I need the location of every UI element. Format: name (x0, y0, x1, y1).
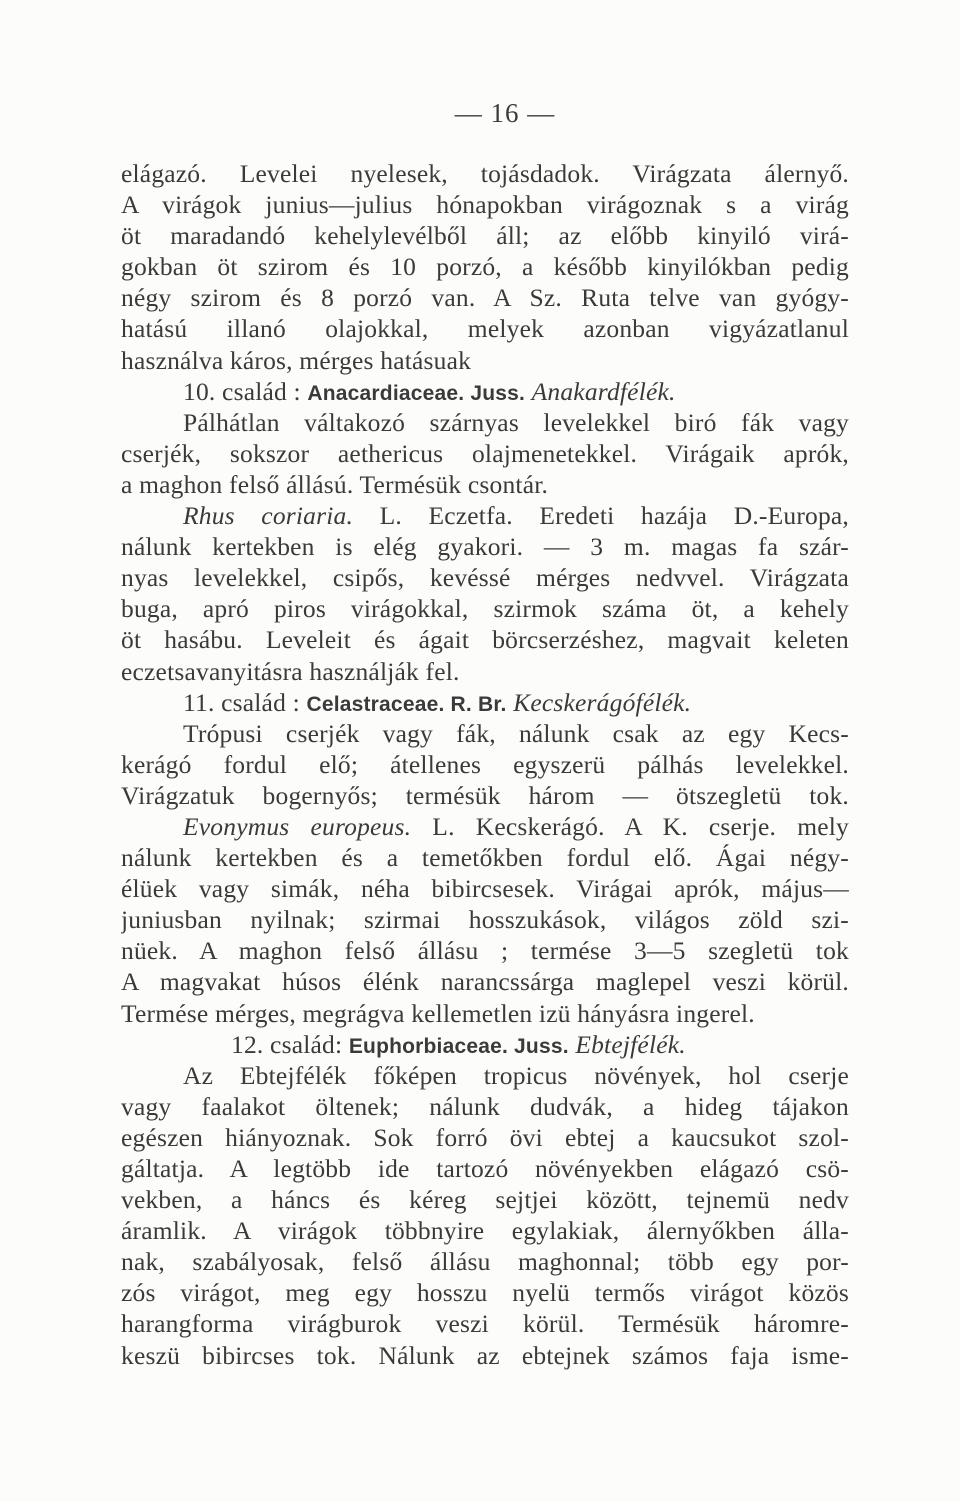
line-text: kerágó fordul elő; átellenes egyszerü pálhás levelekkel. (121, 749, 849, 779)
line-text: nálunk kertekben is elég gyakori. — 3 m. magas fa szár- (121, 532, 849, 562)
line-text: Pálhátlan váltakozó szárnyas levelekkel biró fák vagy (183, 407, 849, 437)
text-line (121, 718, 849, 749)
line-text: vekben, a háncs és kéreg sejtjei között, tejnemü nedv (121, 1185, 849, 1215)
line-text: használva káros, mérges hatásuak (121, 345, 472, 375)
line-text: Trópusi cserjék vagy fák, nálunk csak az egy Kecs- (183, 718, 849, 748)
text-line (121, 282, 849, 313)
text-line (121, 251, 849, 282)
line-text: harangforma virágburok veszi körül. Termésük háromre- (121, 1309, 849, 1339)
line-text: négy szirom és 8 porzó van. A Sz. Ruta telve van gyógy- (121, 283, 849, 313)
text-line (121, 749, 849, 780)
text-line (121, 531, 849, 562)
line-text: élüek vagy simák, néha bibircsesek. Virágai aprók, május— (121, 874, 849, 904)
family-number: 12. család: (231, 1029, 349, 1059)
line-text: A virágok junius—julius hónapokban virágoznak s a virág (121, 190, 849, 220)
text-line (121, 1122, 849, 1153)
line-text: keszü bibircses tok. Nálunk az ebtejnek számos faja isme- (121, 1340, 849, 1370)
text-line (121, 407, 849, 438)
text-line (121, 220, 849, 251)
line-text: áramlik. A virágok többnyire egylakiak, álernyőkben álla- (121, 1216, 849, 1246)
text-line (121, 1153, 849, 1184)
text-line (121, 1308, 849, 1339)
species-name: Evonymus europeus. (183, 811, 412, 841)
text-line (121, 593, 849, 624)
line-text: gáltatja. A legtöbb ide tartozó növényekben elágazó csö- (121, 1154, 849, 1183)
family-latin-name: Anacardiaceae. Juss. (307, 381, 526, 405)
line-text: cserjék, sokszor aethericus olajmenetekkel. Virágaik aprók, (121, 438, 849, 468)
line-text: egészen hiányoznak. Sok forró övi ebtej a kaucsukot szol- (121, 1122, 849, 1152)
line-text: Az Ebtejfélék főképen tropicus növények, hol cserje (183, 1060, 849, 1090)
text-line (121, 904, 849, 935)
line-text: Termése mérges, megrágva kellemetlen izü hányásra ingerel. (121, 998, 755, 1028)
text-line (121, 873, 849, 904)
text-line (121, 935, 849, 966)
family-number: 10. család : (183, 376, 308, 406)
text-line (121, 438, 849, 469)
family-hungarian-name: Kecskerágófélék. (513, 687, 692, 717)
line-text: L. Kecskerágó. A K. cserje. mely (432, 811, 849, 841)
line-text: buga, apró piros virágokkal, szirmok száma öt, a kehely (121, 594, 849, 624)
line-text: L. Eczetfa. Eredeti hazája D.-Europa, (379, 501, 849, 531)
text-line (121, 189, 849, 220)
family-heading-line (121, 1029, 849, 1060)
text-line (121, 842, 849, 873)
page-number: — 16 — (454, 98, 556, 128)
line-text: elágazó. Levelei nyelesek, tojásdadok. Virágzata álernyő. (121, 159, 849, 188)
family-number: 11. család : (183, 687, 307, 717)
line-text: zós virágot, meg egy hosszu nyelü termős virágot közös (121, 1278, 849, 1308)
text-line (121, 998, 849, 1029)
line-text: eczetsavanyitásra használják fel. (121, 656, 460, 686)
line-text: gokban öt szirom és 10 porzó, a később kinyilókban pedig (121, 252, 849, 282)
body-text (121, 158, 849, 1371)
text-line (121, 966, 849, 997)
line-text: a maghon felső állású. Termésük csontár. (121, 469, 549, 499)
line-text: nálunk kertekben és a temetőkben fordul elő. Ágai négy- (121, 843, 849, 873)
text-line (121, 1246, 849, 1277)
species-name: Rhus coriaria. (183, 501, 354, 531)
text-line (121, 1091, 849, 1122)
line-text: juniusban nyilnak; szirmai hosszukások, világos zöld szi- (121, 905, 849, 935)
text-line (121, 345, 849, 376)
line-text: öt maradandó kehelylevélből áll; az előbb kinyiló virá- (121, 221, 849, 251)
family-hungarian-name: Anakardfélék. (531, 376, 676, 406)
text-line (121, 1340, 849, 1371)
line-text: nak, szabályosak, felső állásu maghonnal; több egy por- (121, 1247, 849, 1277)
text-line (121, 313, 849, 344)
text-line (121, 469, 849, 500)
text-line (121, 562, 849, 593)
text-line (121, 1060, 849, 1091)
family-latin-name: Celastraceae. R. Br. (306, 692, 507, 716)
text-line (121, 1277, 849, 1308)
line-text: öt hasábu. Leveleit és ágait börcserzéshez, magvait keleten (121, 625, 849, 655)
line-text: Virágzatuk bogernyős; termésük három — ötszegletü tok. (121, 780, 849, 810)
family-latin-name: Euphorbiaceae. Juss. (348, 1034, 569, 1058)
family-heading-line (121, 376, 849, 407)
text-line (121, 158, 849, 189)
text-line (121, 1184, 849, 1215)
line-text: vagy faalakot öltenek; nálunk dudvák, a hideg tájakon (121, 1091, 849, 1121)
family-heading-line (121, 687, 849, 718)
text-line (121, 811, 849, 842)
family-hungarian-name: Ebtejfélék. (575, 1029, 686, 1059)
line-text: hatású illanó olajokkal, melyek azonban vigyázatlanul (121, 314, 849, 344)
text-line (121, 624, 849, 655)
line-text: nyas levelekkel, csipős, kevéssé mérges nedvvel. Virágzata (121, 563, 849, 593)
text-line (121, 780, 849, 811)
text-line (121, 500, 849, 531)
line-text: A magvakat húsos élénk narancssárga maglepel veszi körül. (121, 967, 849, 997)
line-text: nüek. A maghon felső állásu ; termése 3—5 szegletü tok (121, 936, 849, 966)
text-line (121, 1215, 849, 1246)
text-line (121, 656, 849, 687)
